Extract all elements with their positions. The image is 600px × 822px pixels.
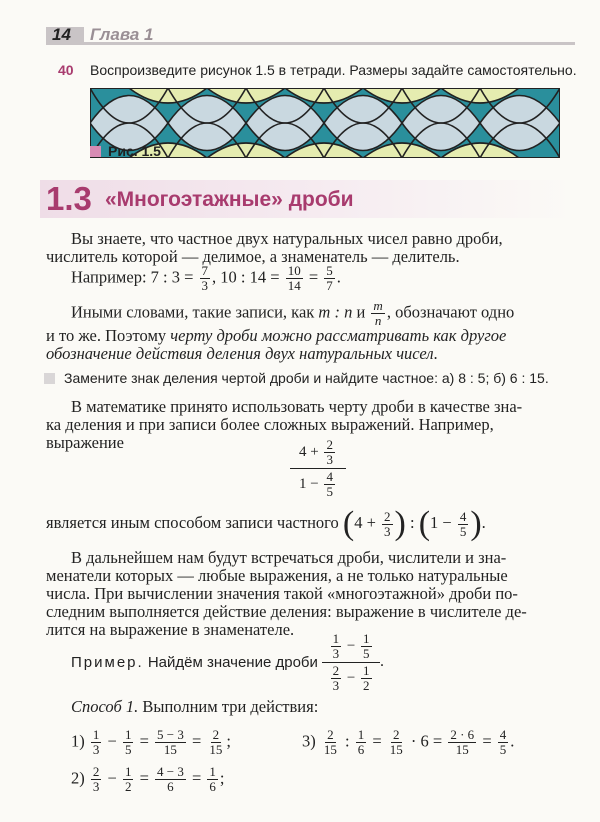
section-number: 1.3 bbox=[46, 180, 92, 217]
fraction: $\frac{10}{14}$ bbox=[287, 263, 301, 293]
complex-fraction: 4 + $\frac{2}{3}$ 1 − $\frac{4}{5}$ bbox=[290, 438, 346, 499]
fraction: $\frac{7}{3}$ bbox=[201, 263, 209, 293]
para1-line2: числитель которой — делимое, а знаменатель — делитель. bbox=[46, 247, 460, 266]
step-1: 1) $\frac{1}{3}$ − $\frac{1}{5}$ = $\frac{5 - 3}{15}$ = $\frac{2}{15}$ ; bbox=[71, 727, 231, 757]
question-marker bbox=[44, 373, 55, 384]
question-text: Замените знак деления чертой дроби и найдите частное: а) 8 : 5; б) 6 : 15. bbox=[64, 370, 549, 386]
para5-line2: менатели которых — любые выражения, а не только натуральные bbox=[46, 566, 508, 585]
figure-caption: Рис. 1.5 bbox=[108, 143, 161, 159]
example2: Пример. Найдём значение дроби $\frac{1}{3}$ − $\frac{1}{5}$ $\frac{2}{3}$ − $\frac{1}{2}$ . bbox=[71, 630, 385, 693]
page-number: 14 bbox=[52, 25, 71, 44]
section-title: «Многоэтажные» дроби bbox=[105, 188, 354, 211]
para3-line2: ка деления и при записи более сложных выражений. Например, bbox=[46, 415, 494, 434]
fraction: $\frac{m}{n}$ bbox=[373, 298, 383, 328]
exercise-number: 40 bbox=[58, 62, 74, 78]
para5-line5: лится на выражение в знаменателе. bbox=[46, 620, 295, 639]
caption-marker bbox=[90, 146, 101, 157]
example1: Например: 7 : 3 = $\frac{7}{3}$ , 10 : 14 = $\frac{10}{14}$ = $\frac{5}{7}$ . bbox=[71, 263, 341, 293]
para4: является иным способом записи частного (4 + $\frac{2}{3}$ ) : (1 − $\frac{4}{5}$ ). bbox=[46, 505, 486, 542]
para1-line1: Вы знаете, что частное двух натуральных чисел равно дроби, bbox=[71, 229, 503, 248]
para3-line3: выражение bbox=[46, 433, 124, 452]
step-2: 2) $\frac{2}{3}$ − $\frac{1}{2}$ = $\frac{4 - 3}{6}$ = $\frac{1}{6}$ ; bbox=[71, 764, 225, 794]
para2-line2: и то же. Поэтому черту дроби можно рассматривать как другое bbox=[46, 326, 507, 345]
complex-fraction: $\frac{1}{3}$ − $\frac{1}{5}$ $\frac{2}{3}$ − $\frac{1}{2}$ bbox=[322, 632, 380, 693]
fraction: $\frac{5}{7}$ bbox=[326, 263, 333, 293]
method-line: Способ 1. Выполним три действия: bbox=[71, 697, 319, 716]
para5-line1: В дальнейшем нам будут встречаться дроби, числители и зна- bbox=[71, 548, 507, 567]
chapter-title: Глава 1 bbox=[90, 25, 154, 44]
step-3: 3) $\frac{2}{15}$ : $\frac{1}{6}$ = $\frac{2}{15}$ · 6 = $\frac{2 \cdot 6}{15}$ = $\frac{4}{5}$ . bbox=[302, 727, 515, 757]
exercise-text: Воспроизведите рисунок 1.5 в тетради. Размеры задайте самостоятельно. bbox=[90, 62, 577, 78]
para2-line3: обозначение действия деления двух натуральных чисел. bbox=[46, 344, 438, 363]
para2-line1: Иными словами, такие записи, как m : n и $\frac{m}{n}$ , обозначают одно bbox=[71, 298, 515, 328]
para5-line3: числа. При вычислении значения такой «многоэтажной» дроби по- bbox=[46, 584, 518, 603]
para5-line4: следним выполняется действие деления: выражение в числителе де- bbox=[46, 602, 527, 621]
para3-line1: В математике принято использовать черту дроби в качестве зна- bbox=[71, 397, 523, 416]
